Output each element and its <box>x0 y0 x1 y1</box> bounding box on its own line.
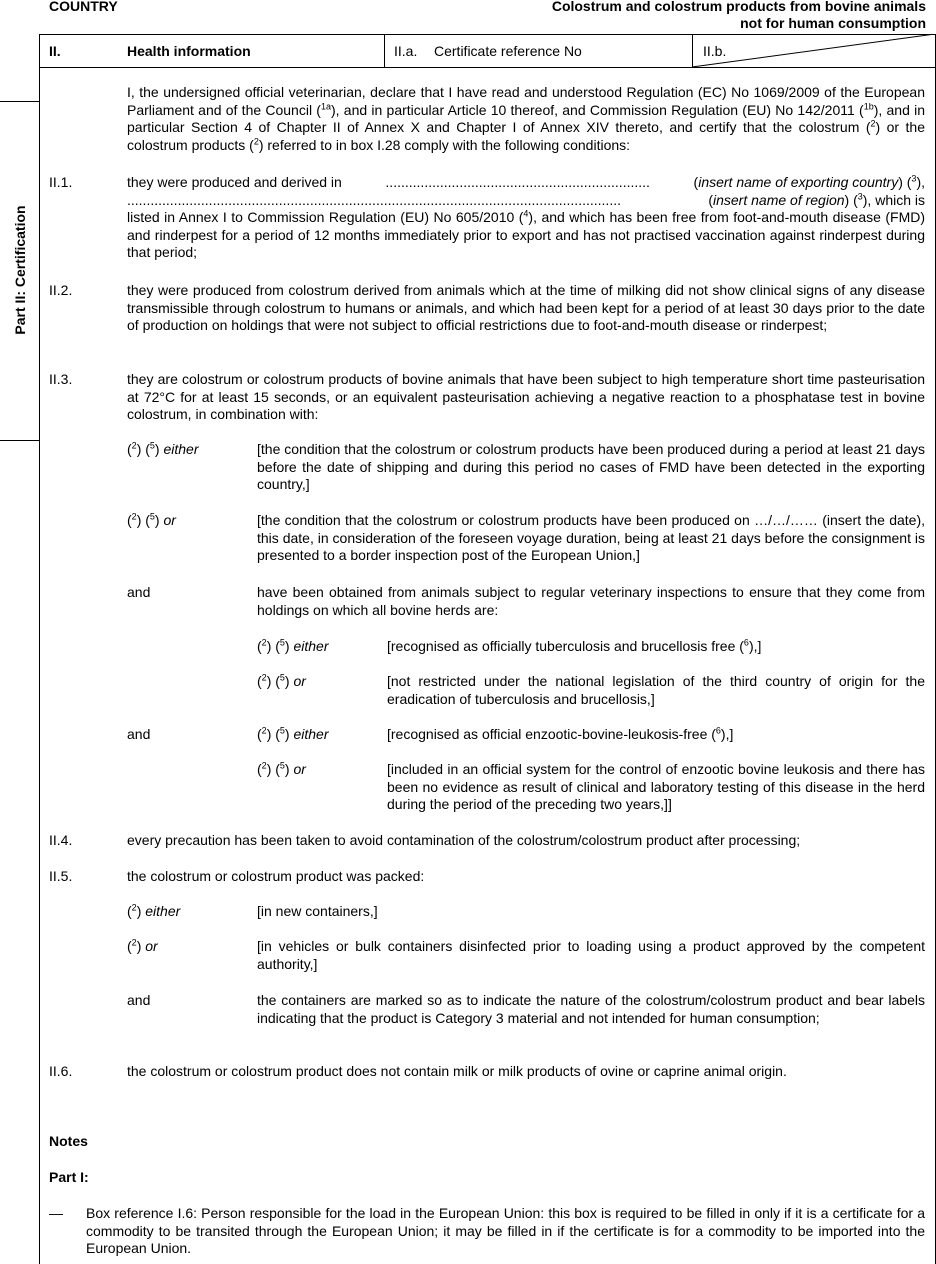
ii3-either-text: [the condition that the colostrum or colostrum products have been produced during a period at least 21 days before the date of shipping and during this period no cases of FMD have been detected in the exporting country,] <box>257 441 925 493</box>
and-text-3: the containers are marked so as to indicate the nature of the colostrum/colostrum product and bear labels indicating that the product is Category 3 material and not intended for human consumption; <box>257 992 925 1026</box>
ebl-either-text: [recognised as official enzootic-bovine-leukosis-free ($^6$),] <box>387 725 734 742</box>
certificate-ref-label: II.a. <box>394 43 418 59</box>
item-ii1-text-rest: listed in Annex I to Commission Regulation (EU) No 605/2010 ($^4$), and which has been free from foot-and-mouth disease (FMD) and rinderpest for a period of 12 months immediately prior to export and has not practised vaccination against rinderpest during that period; <box>127 208 926 261</box>
iib-diagonal-line <box>692 34 936 68</box>
notes-part-i-heading: Part I: <box>49 1169 89 1185</box>
part-ii-certification-label: Part II: Certification <box>12 205 28 335</box>
item-ii1-text-b: (insert name of exporting country) ($^3$), <box>693 173 925 190</box>
ii5-or-label: ($^2$) or <box>127 937 158 954</box>
certificate-ref-text: Certificate reference No <box>434 43 582 59</box>
ebl-or-label: ($^2$) ($^5$) or <box>257 760 306 777</box>
and-label-1: and <box>127 584 151 600</box>
item-ii2-number: II.2. <box>49 282 73 298</box>
ii3-or-text: [the condition that the colostrum or colostrum products have been produced on …/…/…… (insert the date), this date, in consideration of the foreseen voyage duration, being at least 21 days before the consignment is presented to a border inspection post of the European Union,] <box>257 512 925 564</box>
tb-either-label: ($^2$) ($^5$) either <box>257 637 329 654</box>
iib-label: II.b. <box>703 43 727 59</box>
header-divider-1 <box>384 34 385 67</box>
and-label-2: and <box>127 726 151 742</box>
item-ii4-text: every precaution has been taken to avoid contamination of the colostrum/colostrum product after processing; <box>127 832 801 848</box>
notes-heading: Notes <box>49 1133 88 1149</box>
notes-box-ref-text: Box reference I.6: Person responsible for the load in the European Union: this box is required to be filled in only if it is a certificate for a commodity to be transited through the European Union; it may be filled in if the certificate is for a commodity to be imported into the European Union. <box>86 1205 925 1257</box>
ebl-or-text: [included in an official system for the control of enzootic bovine leukosis and there has been no evidence as result of clinical and laboratory testing of this disease in the herd during the period of the preceding two years,]] <box>387 761 925 813</box>
item-ii1-line1 <box>127 174 925 192</box>
ii5-either-text: [in new containers,] <box>257 903 378 919</box>
tb-or-text: [not restricted under the national legislation of the third country of origin for the eradication of tuberculosis and brucellosis,] <box>387 673 925 707</box>
section-title: Health information <box>127 43 251 59</box>
certificate-title-line2: not for human consumption <box>740 15 926 31</box>
country-label: COUNTRY <box>49 0 118 14</box>
item-ii1-number: II.1. <box>49 174 73 190</box>
intro-paragraph <box>127 84 925 154</box>
item-ii1-dots2: ............................................................................................................................... <box>127 191 621 208</box>
intro-text: I, the undersigned official veterinarian, declare that I have read and understood Regulation (EC) No 1069/2009 of the European Parliament and of the Council ($^{1a}$), and in particular Article 10 thereof, and Commission Regulation (EU) No 142/2011 ($^{1b}$), and in particular Section 4 of Chapter II of Annex X and Chapter I of Annex XIV thereto, and certify that the colostrum ($^2$) or the colostrum products ($^2$) referred to in box I.28 comply with the following conditions: <box>127 84 925 153</box>
item-ii3-number: II.3. <box>49 371 73 387</box>
and-label-3: and <box>127 992 151 1008</box>
ii5-or-text: [in vehicles or bulk containers disinfected prior to loading using a product approved by the competent authority,] <box>257 938 925 972</box>
item-ii1-text-a: they were produced and derived in <box>127 174 342 190</box>
ebl-either-label: ($^2$) ($^5$) either <box>257 725 329 742</box>
item-ii1-line2 <box>127 192 925 210</box>
notes-dash: — <box>49 1205 63 1221</box>
tb-either-text: [recognised as officially tuberculosis and brucellosis free ($^6$),] <box>387 637 762 654</box>
item-ii5-number: II.5. <box>49 868 73 884</box>
item-ii1-dots1: .................................................................... <box>385 174 650 190</box>
ii5-either-label: ($^2$) either <box>127 902 181 919</box>
item-ii1-text-c: (insert name of region) ($^3$), which is <box>708 191 925 208</box>
ii3-or-label: ($^2$) ($^5$) or <box>127 511 176 528</box>
item-ii2-text: they were produced from colostrum derived from animals which at the time of milking did not show clinical signs of any disease transmissible through colostrum to humans or animals, and which had been kept for a period of at least 30 days prior to the date of production on holdings that were not subject to official restrictions due to foot-and-mouth disease or rinderpest; <box>127 282 925 334</box>
section-number: II. <box>49 43 61 59</box>
item-ii6-text: the colostrum or colostrum product does not contain milk or milk products of ovine or caprine animal origin. <box>127 1063 787 1079</box>
item-ii3-text: they are colostrum or colostrum products of bovine animals that have been subject to high temperature short time pasteurisation at 72°C for at least 15 seconds, or an equivalent pasteurisation achieving a negative reaction to a phosphatase test in bovine colostrum, in combination with: <box>127 371 925 423</box>
ii3-either-label: ($^2$) ($^5$) either <box>127 440 199 457</box>
item-ii5-text: the colostrum or colostrum product was packed: <box>127 868 425 884</box>
certificate-title-line1: Colostrum and colostrum products from bovine animals <box>551 0 926 14</box>
item-ii4-number: II.4. <box>49 832 73 848</box>
item-ii6-number: II.6. <box>49 1063 73 1079</box>
item-ii1 <box>127 174 925 262</box>
and-text-1: have been obtained from animals subject to regular veterinary inspections to ensure that they come from holdings on which all bovine herds are: <box>257 584 925 618</box>
tb-or-label: ($^2$) ($^5$) or <box>257 672 306 689</box>
certificate-title <box>552 0 926 32</box>
